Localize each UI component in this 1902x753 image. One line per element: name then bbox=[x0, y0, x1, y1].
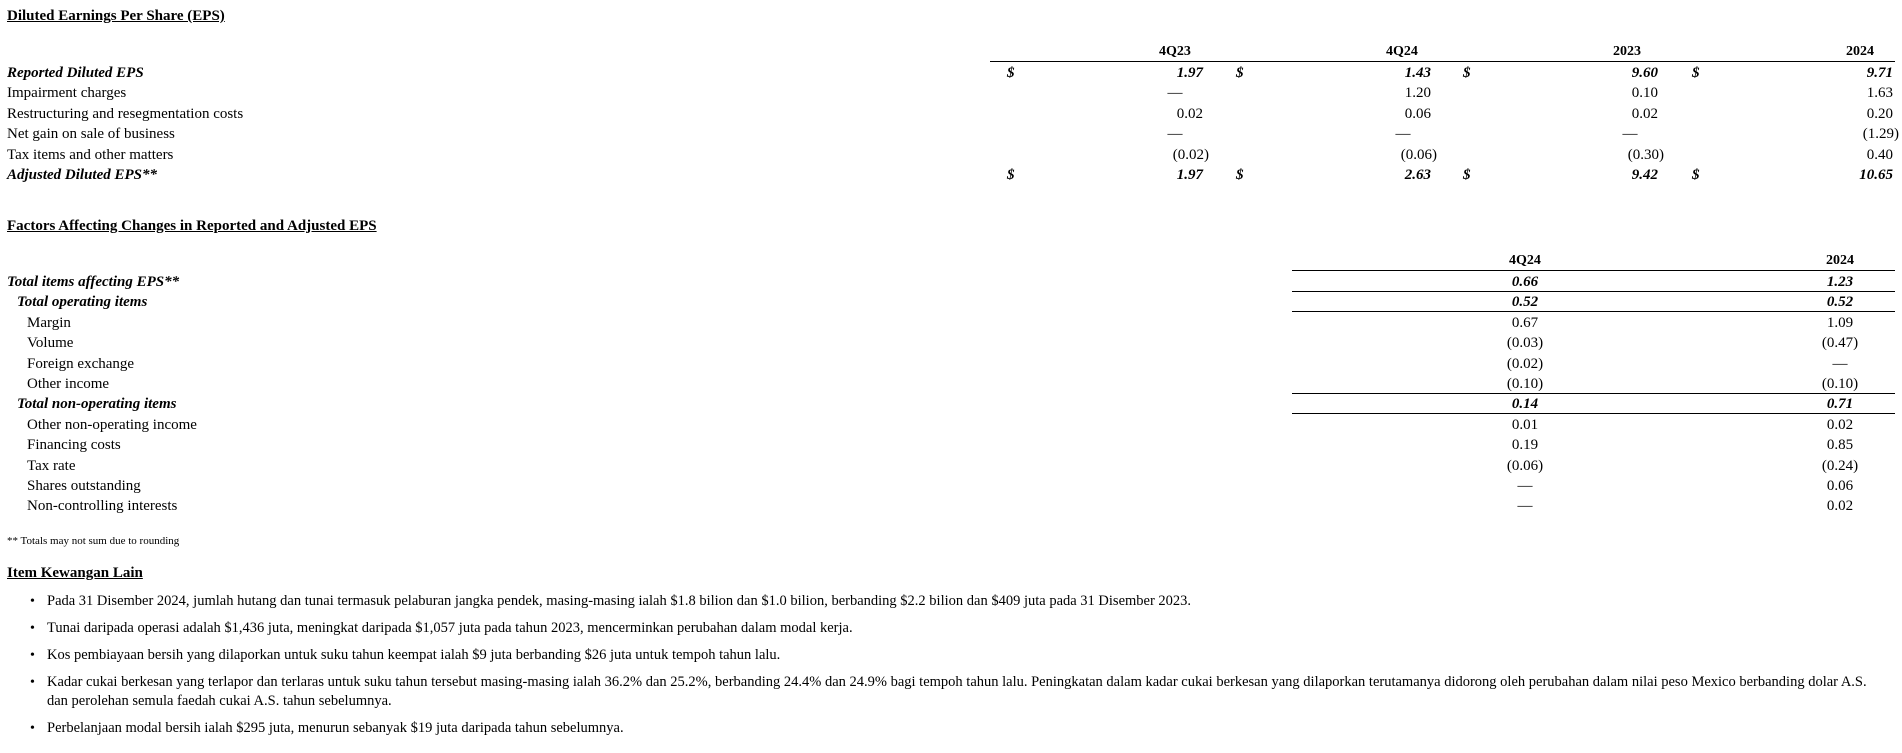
row-label: Margin bbox=[27, 314, 71, 331]
table-cell: — bbox=[1167, 85, 1183, 102]
other-items-heading: Item Kewangan Lain bbox=[7, 565, 143, 581]
row-label: Financing costs bbox=[27, 437, 121, 454]
table-cell: (1.29) bbox=[1862, 126, 1899, 143]
table-cell: (0.30) bbox=[1627, 146, 1664, 163]
table-cell: 0.02 bbox=[1176, 105, 1203, 122]
row-label: Restructuring and resegmentation costs bbox=[7, 105, 244, 122]
table-cell: 0.67 bbox=[1511, 314, 1539, 331]
table-cell: (0.47) bbox=[1821, 335, 1859, 352]
table-cell: 9.71 bbox=[1866, 65, 1893, 81]
table-cell: 9.60 bbox=[1631, 65, 1658, 81]
table-cell: 0.02 bbox=[1826, 416, 1854, 433]
table-cell: (0.10) bbox=[1506, 376, 1544, 392]
table-row bbox=[0, 354, 1902, 374]
row-label: Volume bbox=[27, 335, 74, 352]
table-cell: — bbox=[1517, 498, 1533, 515]
table-cell: 0.06 bbox=[1826, 478, 1854, 494]
bullet-icon: • bbox=[30, 621, 35, 636]
table-row bbox=[0, 124, 1902, 144]
bullet-icon: • bbox=[30, 721, 35, 736]
table-row bbox=[0, 83, 1902, 103]
row-label: Tax rate bbox=[27, 457, 76, 474]
section-rule bbox=[1292, 393, 1895, 394]
list-item-text: Perbelanjaan modal bersih ialah $295 juta, menurun sebanyak $19 juta daripada tahun sebelumnya. bbox=[47, 720, 624, 736]
dollar-sign: $ bbox=[1463, 65, 1471, 81]
table-cell: (0.10) bbox=[1821, 376, 1859, 392]
table-cell: (0.02) bbox=[1172, 146, 1209, 163]
table-cell: (0.03) bbox=[1506, 335, 1544, 352]
table-cell: 9.42 bbox=[1631, 167, 1658, 183]
row-label: Reported Diluted EPS bbox=[7, 65, 144, 81]
table-cell: 1.23 bbox=[1826, 274, 1854, 290]
factors-col-header-4q24: 4Q24 bbox=[1509, 253, 1541, 268]
table-cell: 0.20 bbox=[1866, 105, 1893, 122]
table-cell: (0.06) bbox=[1400, 146, 1437, 163]
table-row bbox=[0, 292, 1902, 312]
table-cell: — bbox=[1167, 126, 1183, 143]
dollar-sign: $ bbox=[1236, 65, 1244, 81]
table-row bbox=[0, 313, 1902, 333]
table-row bbox=[0, 394, 1902, 414]
table-cell: — bbox=[1395, 126, 1411, 143]
row-label: Total operating items bbox=[17, 294, 148, 311]
table-row bbox=[0, 415, 1902, 435]
row-label: Total non-operating items bbox=[17, 396, 177, 413]
row-label: Total items affecting EPS** bbox=[7, 274, 180, 290]
list-item bbox=[0, 592, 1902, 611]
bullet-icon: • bbox=[30, 594, 35, 609]
row-label: Foreign exchange bbox=[27, 355, 135, 372]
table-row bbox=[0, 104, 1902, 124]
eps-col-header-2024: 2024 bbox=[1846, 44, 1874, 59]
table-cell: 0.01 bbox=[1511, 416, 1539, 433]
table-row bbox=[0, 374, 1902, 394]
factors-col-header-2024: 2024 bbox=[1826, 253, 1854, 268]
list-item bbox=[0, 619, 1902, 638]
factors-header-rule bbox=[1292, 270, 1895, 271]
dollar-sign: $ bbox=[1007, 65, 1015, 81]
list-item-text: Tunai daripada operasi adalah $1,436 juta, meningkat daripada $1,057 juta pada tahun 2023, mencerminkan perubahan dalam modal kerja. bbox=[47, 620, 853, 636]
table-cell: — bbox=[1622, 126, 1638, 143]
list-item bbox=[0, 673, 1902, 711]
table-cell: 1.43 bbox=[1404, 65, 1431, 81]
row-label: Net gain on sale of business bbox=[7, 126, 175, 143]
table-row bbox=[0, 456, 1902, 476]
row-label: Adjusted Diluted EPS** bbox=[7, 167, 158, 183]
table-cell: 0.52 bbox=[1826, 294, 1854, 311]
dollar-sign: $ bbox=[1463, 167, 1471, 183]
table-cell: 1.97 bbox=[1176, 65, 1203, 81]
factors-section-heading: Factors Affecting Changes in Reported and Adjusted EPS bbox=[7, 218, 377, 234]
table-row bbox=[0, 272, 1902, 292]
table-cell: 0.66 bbox=[1511, 274, 1539, 290]
table-cell: 0.14 bbox=[1511, 396, 1539, 413]
dollar-sign: $ bbox=[1692, 65, 1700, 81]
table-cell: 1.20 bbox=[1404, 85, 1431, 102]
table-cell: 1.09 bbox=[1826, 314, 1854, 331]
table-cell: 0.52 bbox=[1511, 294, 1539, 311]
table-cell: 0.02 bbox=[1631, 105, 1658, 122]
row-label: Tax items and other matters bbox=[7, 146, 174, 163]
other-items-list bbox=[0, 592, 1902, 746]
table-row bbox=[0, 435, 1902, 455]
row-label: Shares outstanding bbox=[27, 478, 141, 494]
rounding-footnote: ** Totals may not sum due to rounding bbox=[7, 535, 180, 547]
dollar-sign: $ bbox=[1692, 167, 1700, 183]
table-row bbox=[0, 496, 1902, 516]
row-label: Other income bbox=[27, 376, 110, 392]
table-row bbox=[0, 476, 1902, 496]
table-row bbox=[0, 165, 1902, 185]
eps-col-header-4q23: 4Q23 bbox=[1159, 44, 1191, 59]
table-row bbox=[0, 63, 1902, 83]
eps-col-header-4q24: 4Q24 bbox=[1386, 44, 1418, 59]
bullet-icon: • bbox=[30, 648, 35, 663]
eps-header-rule bbox=[990, 61, 1895, 62]
table-cell: 0.06 bbox=[1404, 105, 1431, 122]
table-cell: 0.40 bbox=[1866, 146, 1893, 163]
table-cell: (0.02) bbox=[1506, 355, 1544, 372]
table-row bbox=[0, 333, 1902, 353]
table-cell: 0.85 bbox=[1826, 437, 1854, 454]
table-row bbox=[0, 145, 1902, 165]
list-item-text: Kadar cukai berkesan yang terlapor dan terlaras untuk suku tahun tersebut masing-masing ialah 36.2% dan 25.2%, berbanding 24.4% dan 24.9% bagi tempoh tahun lalu. Peningkatan dalam kadar cukai berkesan yang dilaporkan terutamanya didorong oleh perubahan dalam nilai peso Mexico berbanding dolar A.S. dan perolehan semula faedah cukai A.S. tahun sebelumnya. bbox=[47, 674, 1867, 709]
list-item bbox=[0, 646, 1902, 665]
list-item-text: Pada 31 Disember 2024, jumlah hutang dan tunai termasuk pelaburan jangka pendek, masing-masing ialah $1.8 bilion dan $1.0 bilion, berbanding $2.2 bilion dan $409 juta pada 31 Disember 2023. bbox=[47, 593, 1192, 609]
bullet-icon: • bbox=[30, 675, 35, 690]
table-cell: 0.10 bbox=[1631, 85, 1658, 102]
table-cell: — bbox=[1517, 478, 1533, 494]
table-cell: 10.65 bbox=[1859, 167, 1893, 183]
table-cell: (0.06) bbox=[1506, 457, 1544, 474]
table-cell: 0.19 bbox=[1511, 437, 1539, 454]
table-cell: (0.24) bbox=[1821, 457, 1859, 474]
table-cell: 1.63 bbox=[1866, 85, 1893, 102]
eps-col-header-2023: 2023 bbox=[1613, 44, 1641, 59]
dollar-sign: $ bbox=[1236, 167, 1244, 183]
list-item bbox=[0, 719, 1902, 738]
row-label: Impairment charges bbox=[7, 85, 127, 102]
table-cell: 2.63 bbox=[1404, 167, 1431, 183]
row-label: Non-controlling interests bbox=[27, 498, 178, 515]
table-cell: 0.71 bbox=[1826, 396, 1854, 413]
table-cell: — bbox=[1832, 355, 1848, 372]
table-cell: 0.02 bbox=[1826, 498, 1854, 515]
eps-section-heading: Diluted Earnings Per Share (EPS) bbox=[7, 8, 225, 24]
list-item-text: Kos pembiayaan bersih yang dilaporkan untuk suku tahun keempat ialah $9 juta berbanding $26 juta untuk tempoh tahun lalu. bbox=[47, 647, 781, 663]
table-cell: 1.97 bbox=[1176, 167, 1203, 183]
dollar-sign: $ bbox=[1007, 167, 1015, 183]
row-label: Other non-operating income bbox=[27, 416, 197, 433]
